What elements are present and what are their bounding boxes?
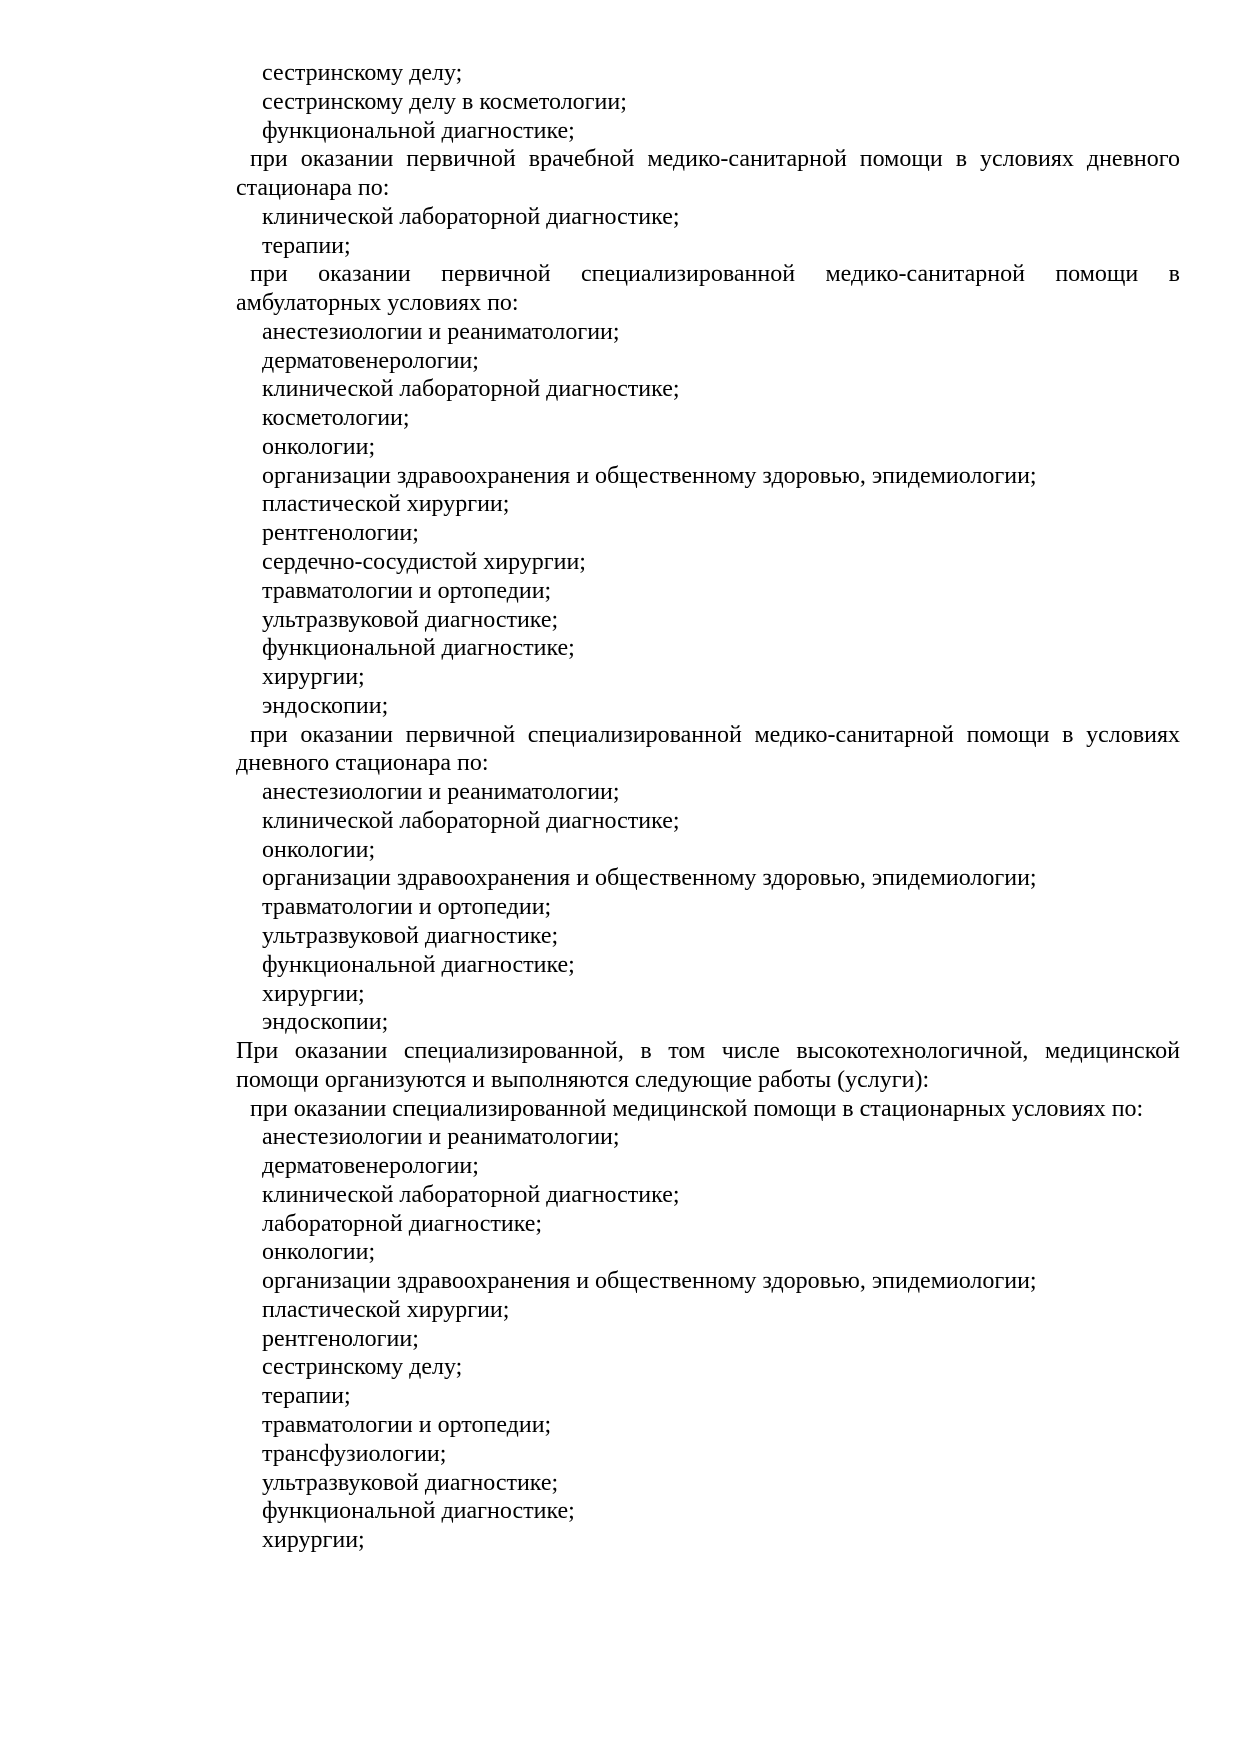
- paragraph-line: амбулаторных условиях по:: [236, 290, 519, 317]
- list-item: лабораторной диагностике;: [262, 1210, 543, 1237]
- list-item: дерматовенерологии;: [262, 1153, 479, 1180]
- list-item: пластической хирургии;: [262, 1296, 510, 1323]
- list-item: рентгенологии;: [262, 1325, 419, 1352]
- list-item: функциональной диагностике;: [262, 1498, 575, 1525]
- list-item: эндоскопии;: [262, 1009, 389, 1036]
- list-item: анестезиологии и реаниматологии;: [262, 779, 620, 806]
- list-item: онкологии;: [262, 1239, 376, 1266]
- list-item: ультразвуковой диагностике;: [262, 1469, 559, 1496]
- list-item: анестезиологии и реаниматологии;: [262, 318, 620, 345]
- list-item: хирургии;: [262, 1527, 365, 1554]
- list-item: клинической лабораторной диагностике;: [262, 203, 680, 230]
- list-item: сестринскому делу;: [262, 1354, 463, 1381]
- paragraph-line: стационара по:: [236, 175, 390, 202]
- list-item: сердечно-сосудистой хирургии;: [262, 549, 586, 576]
- list-item: терапии;: [262, 232, 351, 259]
- list-item: онкологии;: [262, 433, 376, 460]
- paragraph-line: при оказании первичной врачебной медико-санитарной помощи в условиях дневного: [250, 146, 1180, 173]
- paragraph-line: при оказании специализированной медицинской помощи в стационарных условиях по:: [250, 1095, 1144, 1122]
- paragraph-line: при оказании первичной специализированной медико-санитарной помощи в условиях: [250, 721, 1180, 748]
- list-item: травматологии и ортопедии;: [262, 1411, 552, 1438]
- list-item: онкологии;: [262, 836, 376, 863]
- list-item: функциональной диагностике;: [262, 951, 575, 978]
- list-item: анестезиологии и реаниматологии;: [262, 1124, 620, 1151]
- list-item: сестринскому делу;: [262, 60, 463, 86]
- list-item: терапии;: [262, 1383, 351, 1410]
- paragraph-line: При оказании специализированной, в том числе высокотехнологичной, медицинской: [236, 1038, 1180, 1065]
- list-item: функциональной диагностике;: [262, 117, 575, 144]
- list-item: пластической хирургии;: [262, 491, 510, 518]
- list-item: клинической лабораторной диагностике;: [262, 1181, 680, 1208]
- document-page-body: [236, 59, 1180, 1555]
- paragraph-line: дневного стационара по:: [236, 750, 489, 777]
- list-item: сестринскому делу в косметологии;: [262, 88, 627, 115]
- list-item: рентгенологии;: [262, 520, 419, 547]
- list-item: организации здравоохранения и общественному здоровью, эпидемиологии;: [262, 1268, 1037, 1295]
- list-item: хирургии;: [262, 664, 365, 691]
- list-item: организации здравоохранения и общественному здоровью, эпидемиологии;: [262, 462, 1037, 489]
- paragraph-line: при оказании первичной специализированной медико-санитарной помощи в: [250, 261, 1180, 288]
- list-item: ультразвуковой диагностике;: [262, 606, 559, 633]
- list-item: эндоскопии;: [262, 692, 389, 719]
- list-item: клинической лабораторной диагностике;: [262, 807, 680, 834]
- list-item: ультразвуковой диагностике;: [262, 922, 559, 949]
- paragraph-line: помощи организуются и выполняются следующие работы (услуги):: [236, 1066, 930, 1093]
- list-item: функциональной диагностике;: [262, 635, 575, 662]
- list-item: трансфузиологии;: [262, 1440, 447, 1467]
- list-item: организации здравоохранения и общественному здоровью, эпидемиологии;: [262, 865, 1037, 892]
- list-item: косметологии;: [262, 405, 410, 432]
- list-item: травматологии и ортопедии;: [262, 577, 552, 604]
- list-item: хирургии;: [262, 980, 365, 1007]
- list-item: травматологии и ортопедии;: [262, 894, 552, 921]
- list-item: клинической лабораторной диагностике;: [262, 376, 680, 403]
- list-item: дерматовенерологии;: [262, 347, 479, 374]
